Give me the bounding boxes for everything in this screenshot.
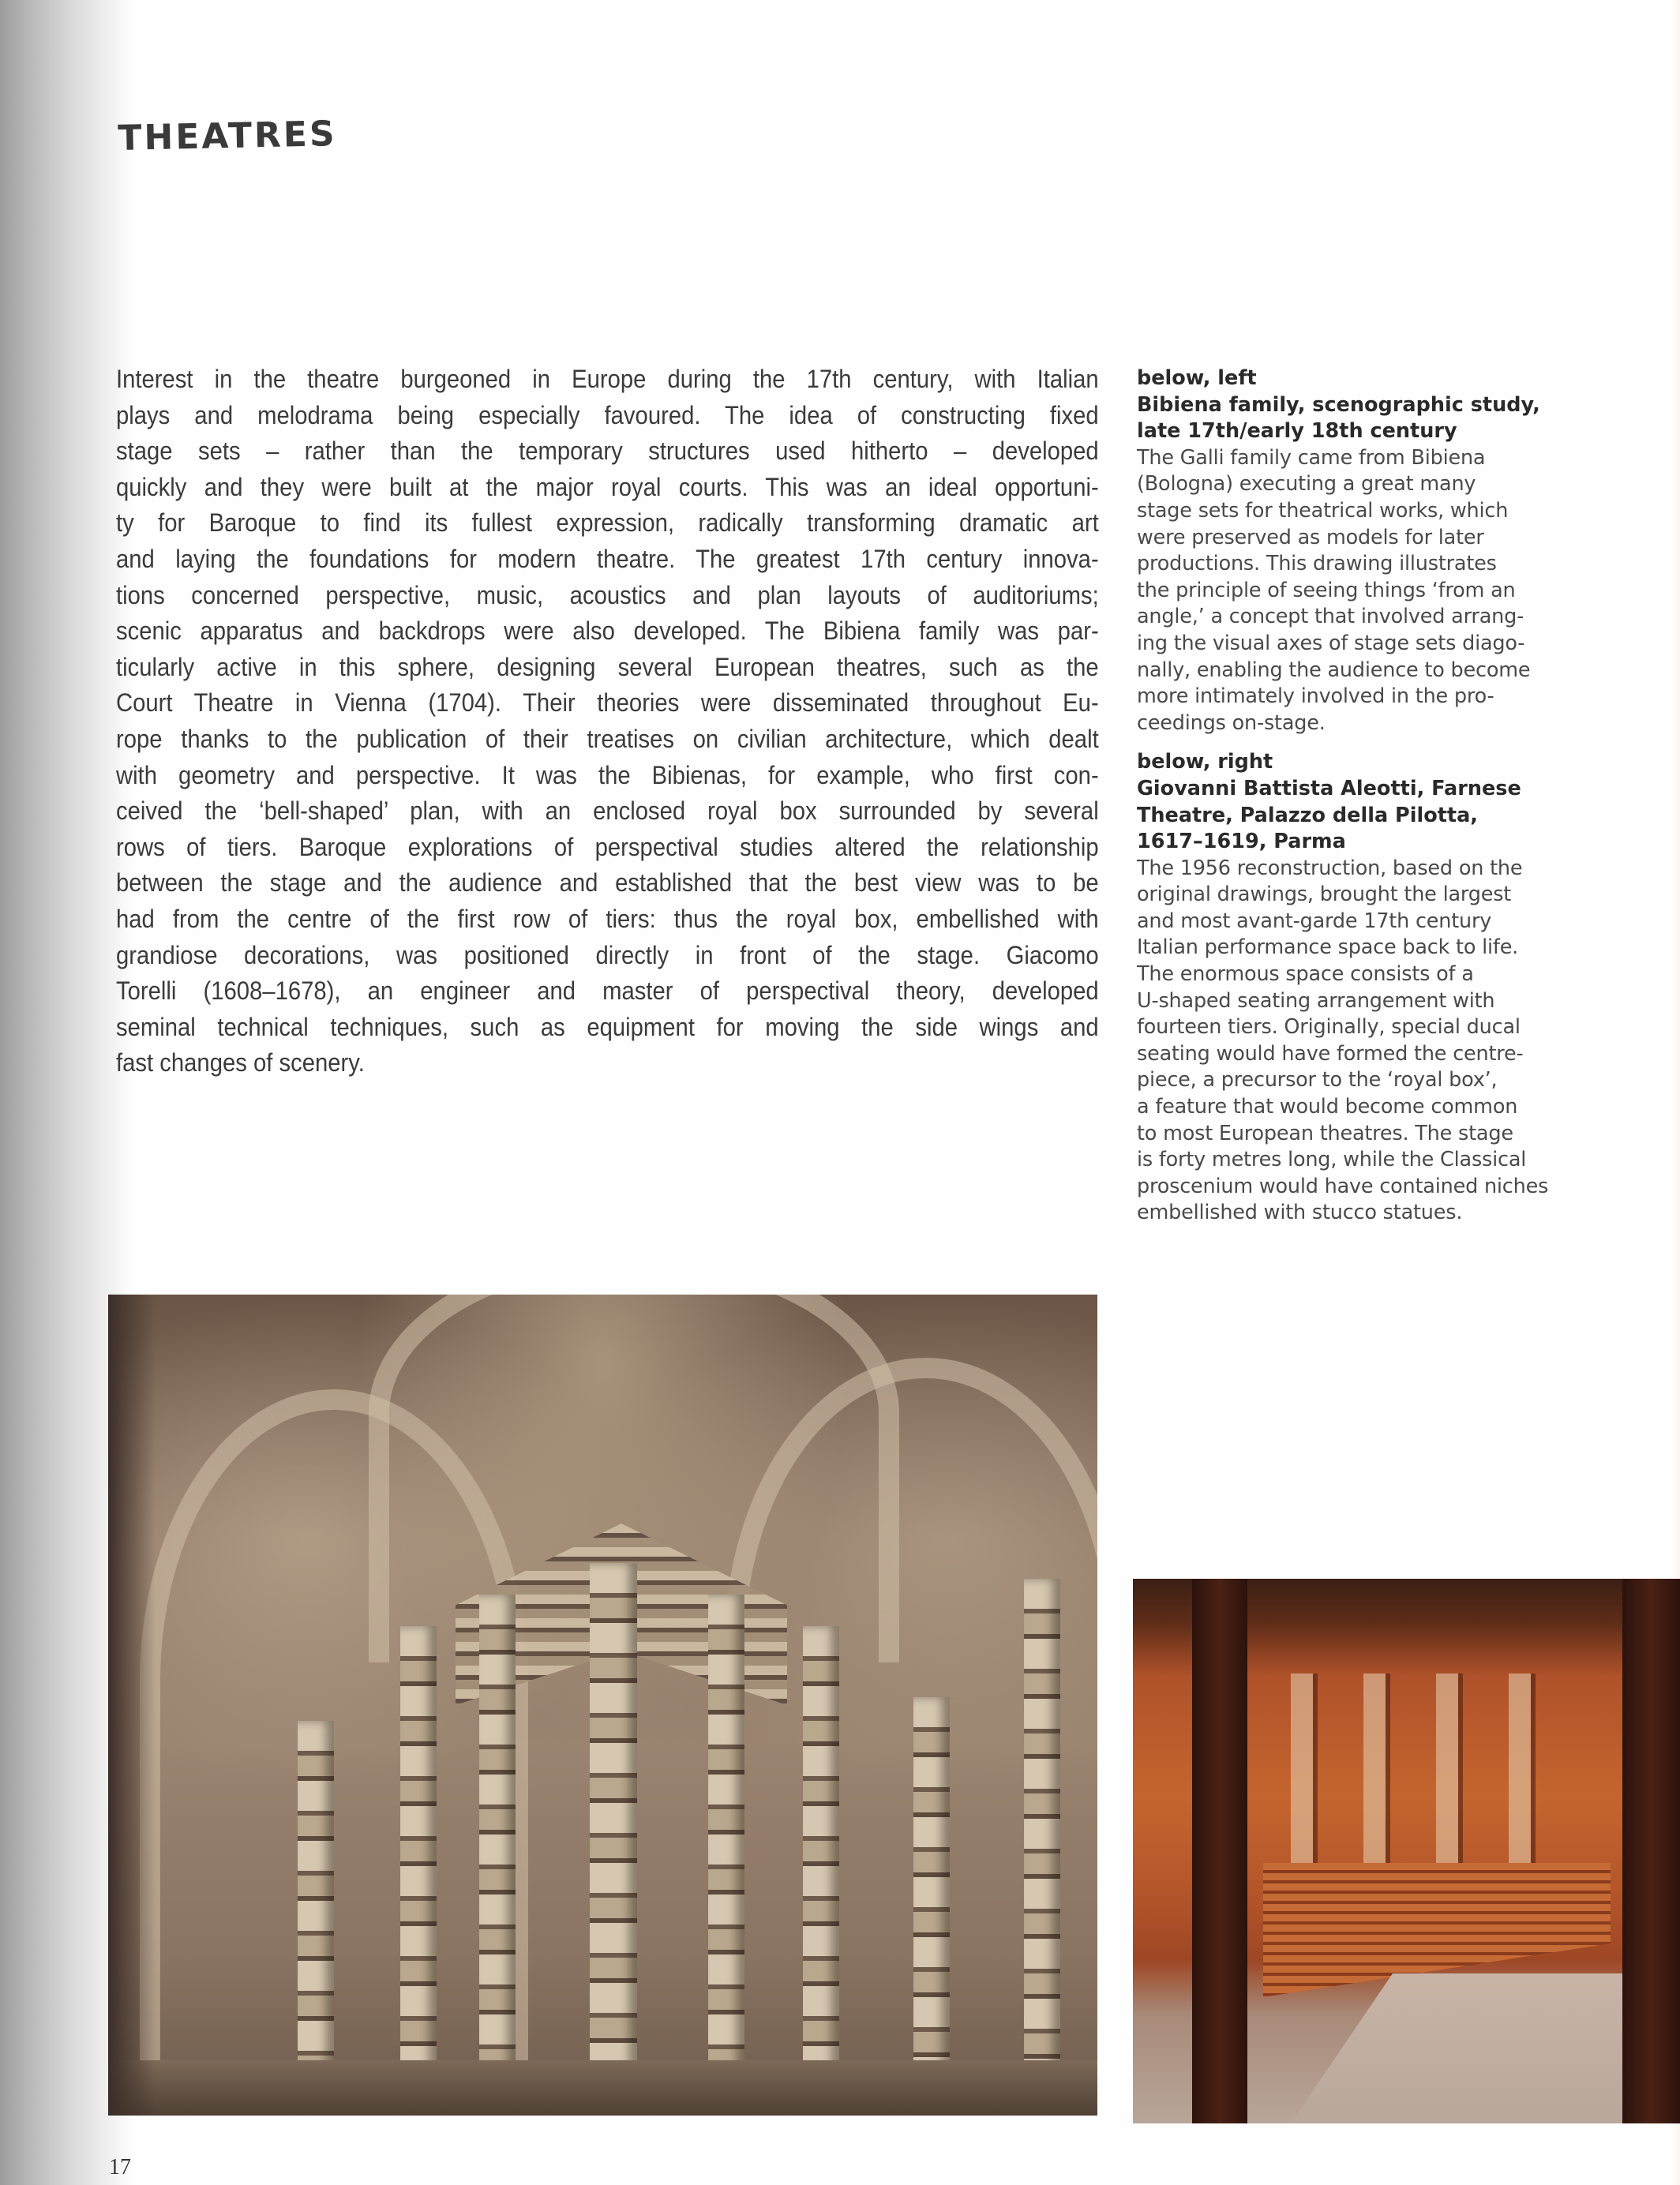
body-line: fast changes of scenery. [116,1048,365,1078]
body-line: rows of tiers. Baroque explorations of perspectival studies altered the relationship [116,832,1099,861]
body-line: with geometry and perspective. It was the Bibienas, for example, who first con- [116,760,1099,789]
body-line: ticularly active in this sphere, designing several European theatres, such as the [116,652,1099,681]
body-line: between the stage and the audience and established that the best view was to be [116,868,1099,898]
caption-left-image [1137,365,1563,736]
caption-position: below, right [1137,750,1273,774]
body-line: ty for Baroque to find its fullest expression, radically transforming dramatic art [116,508,1099,538]
column-shape [708,1595,744,2068]
caption-line: The 1956 reconstruction, based on the [1137,856,1523,880]
caption-line: U-shaped seating arrangement with [1137,988,1495,1013]
body-line: had from the centre of the first row of tiers: thus the royal box, embellished with [116,904,1099,933]
caption-line: stage sets for theatrical works, which [1137,498,1509,523]
caption-line: angle,’ a concept that involved arrang- [1137,605,1524,629]
caption-title-line: Theatre, Palazzo della Pilotta, [1137,803,1478,827]
arcade-shape [1267,1673,1559,1871]
caption-right-image [1137,749,1563,1227]
caption-line: Italian performance space back to life. [1137,935,1519,960]
caption-line: (Bologna) executing a great many [1137,472,1476,497]
body-line: and laying the foundations for modern theatre. The greatest 17th century innova- [116,544,1099,573]
caption-line: productions. This drawing illustrates [1137,552,1497,576]
column-shape [803,1626,839,2068]
body-text [116,362,1099,1081]
caption-line: seating would have formed the centre- [1137,1041,1524,1066]
caption-line: ceedings on-stage. [1137,710,1326,735]
column-shape [479,1595,516,2068]
body-line: grandiose decorations, was positioned directly in front of the stage. Giacomo [116,940,1099,969]
shadow-shape [108,1295,156,2116]
column-shape [400,1626,437,2068]
body-line: ceived the ‘bell-shaped’ plan, with an enclosed royal box surrounded by several [116,796,1099,826]
caption-line: The enormous space consists of a [1137,962,1474,987]
pillar-shape [1192,1579,1247,2123]
pillar-shape [1622,1579,1680,2123]
column-shape [1024,1579,1060,2068]
caption-line: is forty metres long, while the Classical [1137,1148,1527,1172]
column-shape [590,1563,637,2068]
body-line: stage sets – rather than the temporary structures used hitherto – developed [116,437,1099,466]
caption-line: nally, enabling the audience to become [1137,658,1531,682]
caption-column [1137,365,1563,1239]
caption-body [1137,856,1563,1227]
caption-title-line: Bibiena family, scenographic study, [1137,392,1540,417]
page-number: 17 [109,2155,131,2179]
caption-line: piece, a precursor to the ‘royal box’, [1137,1068,1498,1092]
column-shape [298,1721,334,2068]
bibiena-scenographic-drawing-image [108,1295,1097,2116]
caption-position: below, left [1137,366,1257,390]
body-line: Torelli (1608–1678), an engineer and master of perspectival theory, developed [116,976,1099,1006]
caption-line: fourteen tiers. Originally, special ducal [1137,1015,1521,1040]
caption-title-line: Giovanni Battista Aleotti, Farnese [1137,776,1521,800]
body-line: scenic apparatus and backdrops were also developed. The Bibiena family was par- [116,617,1099,646]
caption-title-line: 1617–1619, Parma [1137,830,1346,854]
caption-line: the principle of seeing things ‘from an [1137,578,1516,602]
stage-floor-shape [1291,1973,1630,2123]
body-line: tions concerned perspective, music, acoustics and plan layouts of auditoriums; [116,580,1099,609]
farnese-theatre-photo [1133,1579,1680,2123]
column-shape [913,1697,950,2068]
body-line: Court Theatre in Vienna (1704). Their theories were disseminated throughout Eu- [116,688,1099,718]
caption-line: proscenium would have contained niches [1137,1174,1549,1198]
body-line: quickly and they were built at the major royal courts. This was an ideal opportuni- [116,472,1099,501]
caption-line: original drawings, brought the largest [1137,883,1512,907]
caption-line: to most European theatres. The stage [1137,1121,1513,1145]
body-line: rope thanks to the publication of their treatises on civilian architecture, which dealt [116,724,1099,753]
caption-line: more intimately involved in the pro- [1137,684,1494,709]
caption-line: a feature that would become common [1137,1095,1518,1119]
caption-line: were preserved as models for later [1137,525,1484,549]
caption-title-line: late 17th/early 18th century [1137,419,1457,444]
body-line: seminal technical techniques, such as equipment for moving the side wings and [116,1012,1099,1041]
caption-line: The Galli family came from Bibiena [1137,445,1486,470]
floor-shape [108,2060,1097,2116]
caption-line: ing the visual axes of stage sets diago- [1137,631,1525,655]
body-line: plays and melodrama being especially favoured. The idea of constructing fixed [116,400,1099,429]
caption-line: embellished with stucco statues. [1137,1201,1463,1225]
body-line: Interest in the theatre burgeoned in Europe during the 17th century, with Italian [116,365,1099,393]
caption-line: and most avant-garde 17th century [1137,909,1492,933]
caption-body [1137,445,1563,737]
section-title: THEATRES [117,114,338,159]
